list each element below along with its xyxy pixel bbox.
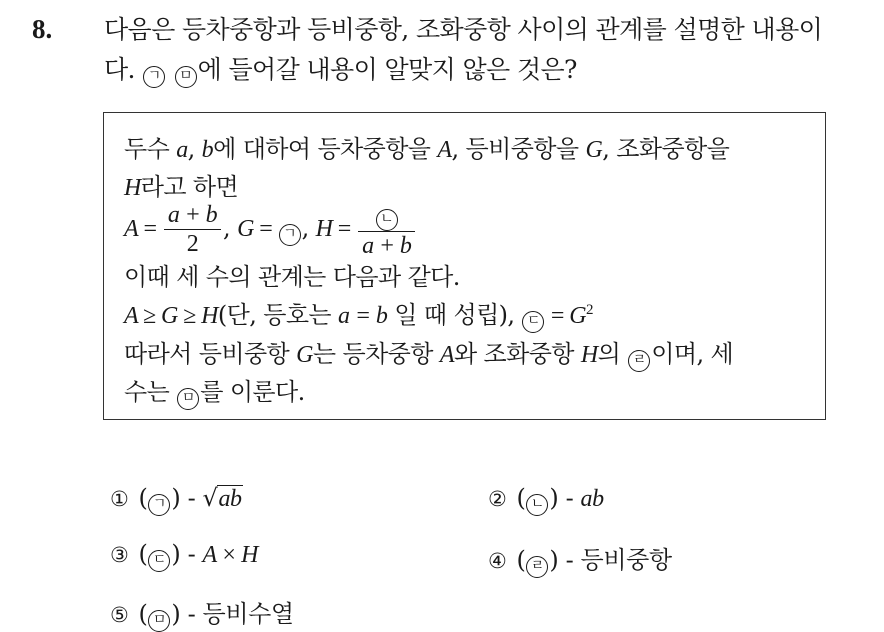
explanation-box	[103, 112, 826, 420]
marker-nieun: ㄴ	[526, 494, 548, 516]
choice-2[interactable]: ② ( ㄴ ) - ab	[488, 484, 604, 516]
choice-5[interactable]: ⑤ ( ㅁ ) - 등비수열	[110, 594, 294, 632]
var-H: H	[315, 216, 333, 242]
marker-digeut: ㄷ	[522, 311, 544, 333]
text: 와 조화중항	[453, 340, 581, 368]
exponent: 2	[585, 302, 593, 318]
box-line-4: 이때 세 수의 관계는 다음과 같다.	[124, 263, 460, 291]
text: 를 이룬다.	[200, 378, 305, 406]
box-line-7	[124, 372, 305, 410]
choice-number: ②	[488, 487, 507, 511]
equals: =	[545, 303, 570, 329]
numerator: a + b	[167, 202, 218, 228]
box-line-3-formulas	[124, 199, 417, 260]
text: , 조화중항을	[602, 135, 730, 163]
marker-digeut: ㄷ	[148, 550, 170, 572]
marker-giyeok: ㄱ	[148, 494, 170, 516]
dash: -	[558, 546, 581, 574]
equals: =	[332, 216, 357, 242]
dash: -	[180, 600, 203, 628]
var-b: b	[201, 137, 214, 163]
answer: 등비수열	[202, 600, 294, 628]
marker-giyeok: ㄱ	[279, 224, 301, 246]
var-H: H	[124, 175, 141, 201]
marker-nieun: ㄴ	[376, 209, 398, 231]
text: 라고 하면	[140, 173, 239, 201]
marker-mieum: ㅁ	[148, 610, 170, 632]
box-line-6	[124, 334, 733, 372]
dash: -	[180, 484, 203, 512]
numerator	[358, 199, 415, 231]
var-G: G	[569, 303, 586, 329]
var-A: A	[437, 137, 452, 163]
dash: -	[558, 484, 581, 512]
question-stem	[104, 10, 874, 90]
marker-mieum: ㅁ	[177, 388, 199, 410]
text: ,	[223, 214, 238, 242]
var-G: G	[296, 342, 313, 368]
marker-rieul: ㄹ	[628, 350, 650, 372]
var-a: a	[176, 137, 188, 163]
var-A: A	[202, 542, 217, 568]
fraction-harmonic-mean	[358, 199, 415, 260]
choice-4[interactable]: ④ ( ㄹ ) - 등비중항	[488, 540, 672, 578]
equals: =	[253, 216, 278, 242]
equality-condition: a = b	[338, 303, 388, 329]
choice-1[interactable]: ① ( ㄱ ) - √ab	[110, 484, 243, 516]
marker-mieum: ㅁ	[175, 66, 197, 88]
stem-text: 에 들어갈 내용이 알맞지 않은 것은?	[197, 55, 577, 84]
var-A: A	[124, 216, 139, 242]
equals: =	[138, 216, 162, 242]
text: 이며, 세	[651, 340, 734, 368]
box-line-2	[124, 167, 238, 202]
question-number: 8.	[32, 14, 53, 44]
box-line-5	[124, 295, 593, 333]
var-G: G	[585, 137, 603, 163]
fraction-arith-mean	[164, 201, 221, 258]
choice-number: ⑤	[110, 603, 129, 627]
stem-text: 다.	[104, 55, 143, 84]
radicand: ab	[218, 486, 242, 512]
var-G: G	[237, 216, 254, 242]
marker-rieul: ㄹ	[526, 556, 548, 578]
choice-number: ①	[110, 487, 129, 511]
inequality: A ≥ G ≥ H	[124, 303, 218, 329]
var-A: A	[439, 342, 454, 368]
choice-number: ④	[488, 549, 507, 573]
denominator: a + b	[358, 231, 415, 260]
var-H: H	[580, 342, 598, 368]
text: 는 등차중항	[312, 340, 440, 368]
text: 수는	[124, 378, 177, 406]
dash: -	[180, 540, 203, 568]
text: , 등비중항을	[451, 135, 586, 163]
answer: 등비중항	[580, 546, 672, 574]
denominator: 2	[164, 229, 221, 258]
text: (단, 등호는	[217, 301, 339, 329]
text: 두수	[124, 135, 177, 163]
choice-3[interactable]: ③ ( ㄷ ) - A × H	[110, 540, 258, 572]
stem-line-2	[104, 50, 874, 90]
box-line-1	[124, 129, 729, 164]
text: 따라서 등비중항	[124, 340, 297, 368]
var-H: H	[241, 542, 259, 568]
stem-line-1: 다음은 등차중항과 등비중항, 조화중항 사이의 관계를 설명한 내용이	[104, 15, 823, 44]
text: ,	[187, 135, 202, 163]
text: 일 때 성립),	[387, 301, 522, 329]
text: ,	[301, 214, 316, 242]
marker-giyeok: ㄱ	[143, 66, 165, 88]
choice-number: ③	[110, 543, 129, 567]
text: 의	[597, 340, 628, 368]
sqrt-symbol: √	[202, 484, 218, 512]
text: 에 대하여 등차중항을	[213, 135, 438, 163]
times: ×	[216, 542, 242, 568]
answer: ab	[580, 486, 604, 512]
